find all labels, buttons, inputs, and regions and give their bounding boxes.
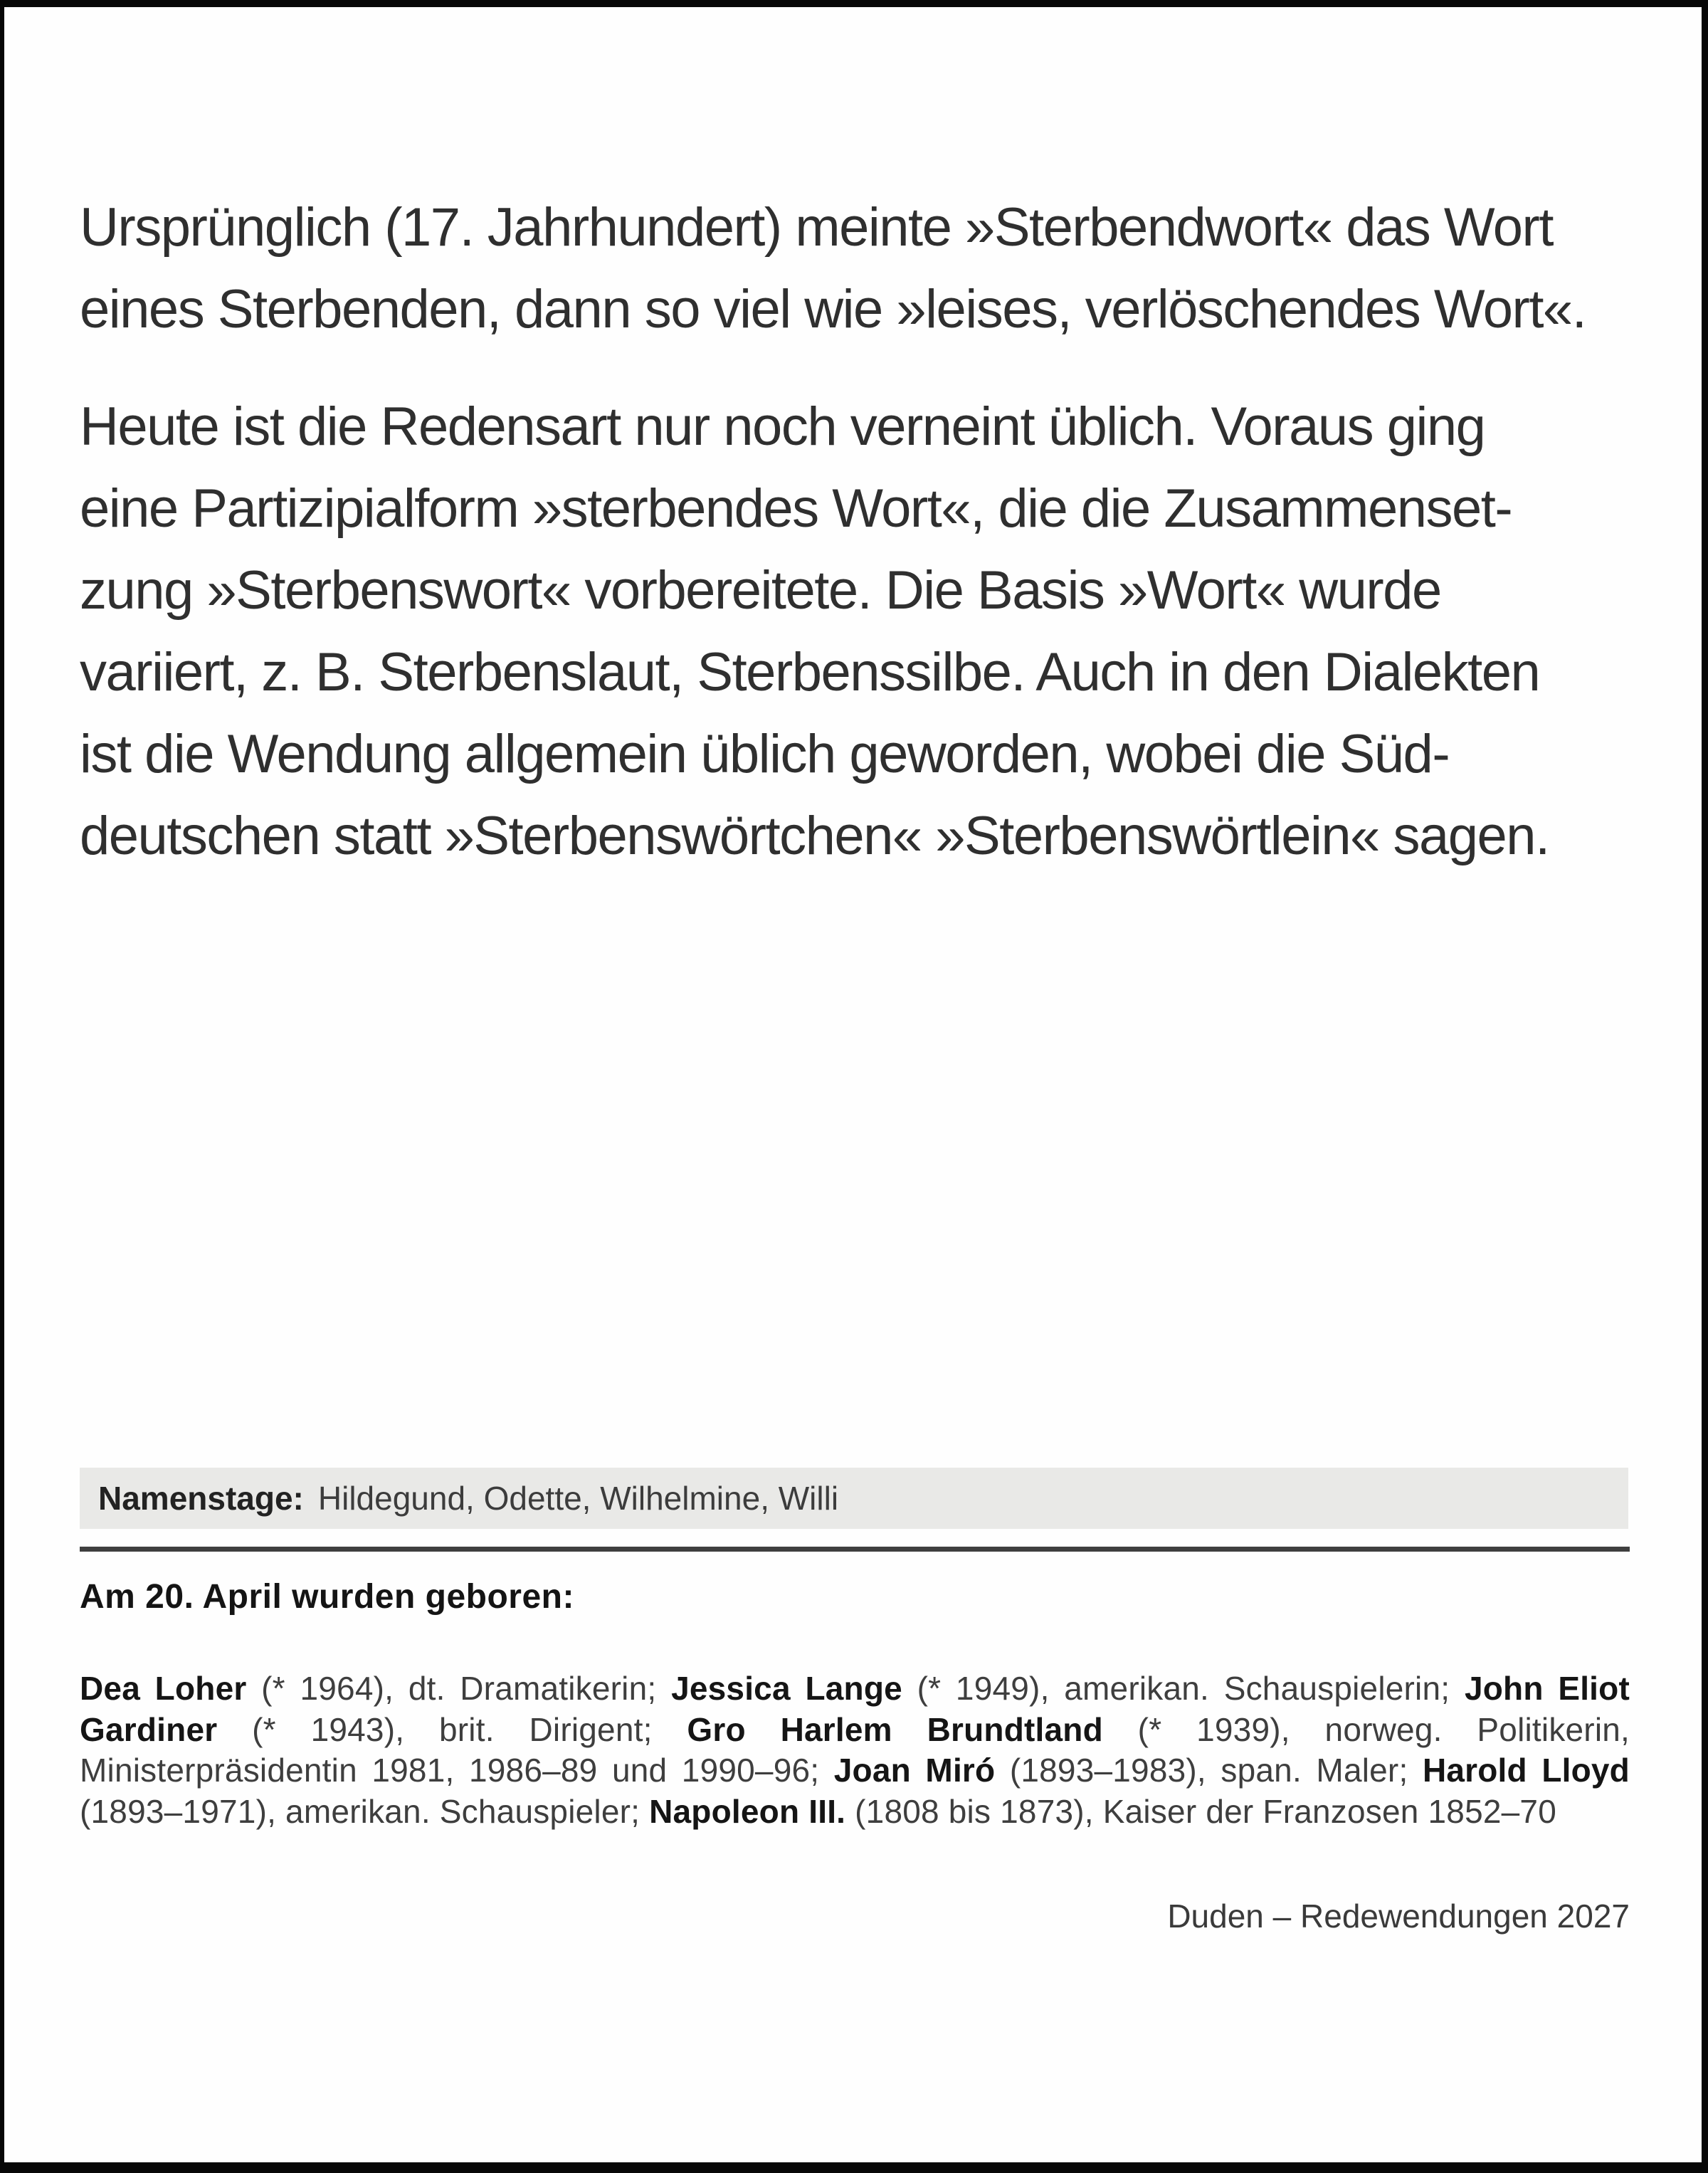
person-name: Napoleon III. xyxy=(649,1792,846,1830)
birthday-segment: (* 1949), amerikan. Schauspielerin; xyxy=(902,1670,1465,1707)
namedays-label: Namenstage: xyxy=(98,1480,304,1517)
text-line: Heute ist die Redensart nur noch verneint üblich. Voraus ging xyxy=(80,396,1485,457)
text-line: deutschen statt »Sterbenswörtchen« »Sterbenswörtlein« sagen. xyxy=(80,806,1549,866)
definition-text xyxy=(80,186,1630,877)
namedays-bar xyxy=(80,1468,1628,1529)
birthday-segment: (1893–1971), amerikan. Schauspieler; xyxy=(80,1792,650,1830)
text-line: ist die Wendung allgemein üblich geworden, wobei die Süd- xyxy=(80,724,1450,784)
birthday-segment: (* 1964), dt. Dramatikerin; xyxy=(246,1670,672,1707)
person-name: Gro Harlem Brundtland xyxy=(687,1710,1103,1748)
paragraph xyxy=(80,186,1630,350)
text-line: eine Partizipialform »sterbendes Wort«, die die Zusammenset- xyxy=(80,478,1512,539)
birthdays-text xyxy=(80,1668,1630,1832)
person-name: Dea Loher xyxy=(80,1670,247,1707)
birthday-segment: (1893–1983), span. Maler; xyxy=(995,1752,1423,1789)
paragraph xyxy=(80,386,1630,877)
birthdays-heading: Am 20. April wurden geboren: xyxy=(80,1578,574,1616)
person-name: John Eliot Gardiner xyxy=(80,1670,1630,1748)
person-name: Jessica Lange xyxy=(671,1670,902,1707)
text-line: eines Sterbenden, dann so viel wie »leises, verlöschendes Wort«. xyxy=(80,279,1586,340)
divider-rule xyxy=(80,1547,1630,1552)
person-name: Harold Lloyd xyxy=(1422,1752,1630,1789)
text-line: zung »Sterbenswort« vorbereitete. Die Basis »Wort« wurde xyxy=(80,560,1441,621)
paper-sheet xyxy=(4,7,1702,2162)
namedays-names: Hildegund, Odette, Wilhelmine, Willi xyxy=(317,1480,839,1517)
birthday-segment: (* 1939), norweg. Politikerin, Ministerpräsidentin 1981, 1986–89 und 1990–96; xyxy=(80,1710,1630,1789)
imprint: Duden – Redewendungen 2027 xyxy=(1167,1898,1630,1935)
text-line: Ursprünglich (17. Jahrhundert) meinte »Sterbendwort« das Wort xyxy=(80,197,1553,258)
birthday-segment: (1808 bis 1873), Kaiser der Franzosen 1852–70 xyxy=(845,1792,1556,1830)
birthday-segment: (* 1943), brit. Dirigent; xyxy=(217,1710,687,1748)
text-line: variiert, z. B. Sterbenslaut, Sterbenssilbe. Auch in den Dialekten xyxy=(80,642,1540,703)
person-name: Joan Miró xyxy=(833,1752,996,1789)
